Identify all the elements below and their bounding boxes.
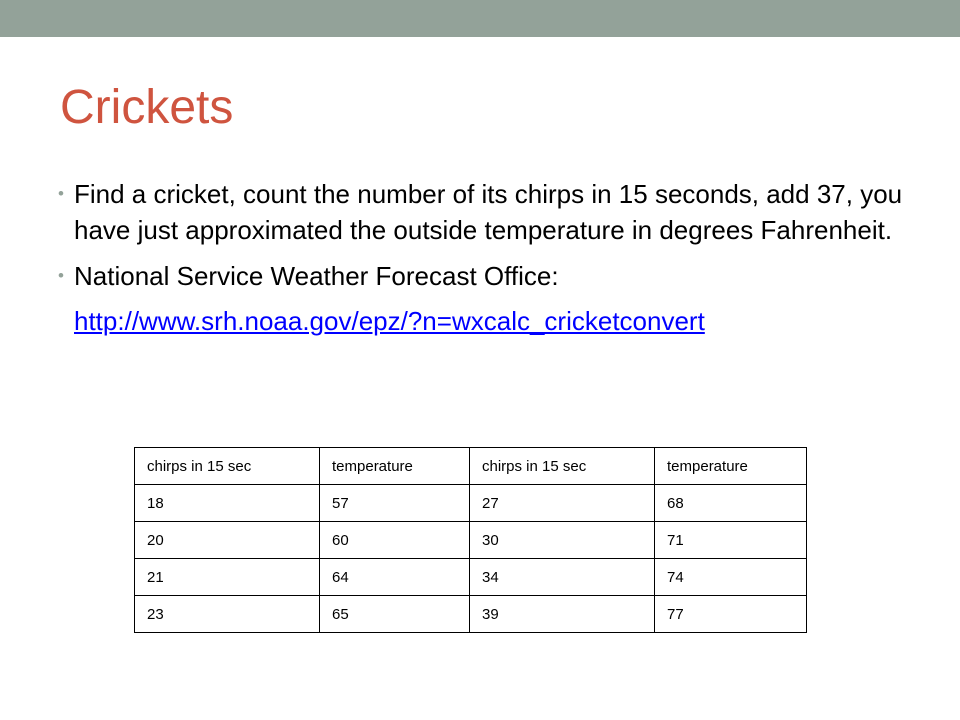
table-cell: 74 xyxy=(655,559,807,596)
header-cell: temperature xyxy=(655,448,807,485)
table-cell: 64 xyxy=(320,559,470,596)
bullet-item xyxy=(58,258,908,294)
table-cell: 77 xyxy=(655,596,807,633)
table-cell: 30 xyxy=(470,522,655,559)
chirps-temperature-table xyxy=(134,447,807,633)
noaa-link[interactable]: http://www.srh.noaa.gov/epz/?n=wxcalc_cricketconvert xyxy=(74,306,705,336)
table-row xyxy=(135,485,807,522)
table-cell: 39 xyxy=(470,596,655,633)
bullet-list xyxy=(58,176,908,338)
table-cell: 20 xyxy=(135,522,320,559)
table-header-row xyxy=(135,448,807,485)
table-cell: 57 xyxy=(320,485,470,522)
link-row xyxy=(58,304,908,338)
bullet-text: National Service Weather Forecast Office: xyxy=(74,261,559,291)
slide-title: Crickets xyxy=(60,81,234,134)
table-row xyxy=(135,522,807,559)
table-row xyxy=(135,559,807,596)
header-cell: chirps in 15 sec xyxy=(135,448,320,485)
table-cell: 21 xyxy=(135,559,320,596)
header-cell: temperature xyxy=(320,448,470,485)
bullet-text: Find a cricket, count the number of its chirps in 15 seconds, add 37, you have just approximated the outside temperature in degrees Fahrenheit. xyxy=(74,179,903,245)
bullet-dot-icon: • xyxy=(58,266,64,285)
table-cell: 68 xyxy=(655,485,807,522)
table-cell: 71 xyxy=(655,522,807,559)
header-cell: chirps in 15 sec xyxy=(470,448,655,485)
table-cell: 65 xyxy=(320,596,470,633)
bullet-item xyxy=(58,176,908,248)
bullet-dot-icon: • xyxy=(58,184,64,203)
table-cell: 23 xyxy=(135,596,320,633)
table-cell: 27 xyxy=(470,485,655,522)
top-accent-bar xyxy=(0,0,960,37)
table-cell: 60 xyxy=(320,522,470,559)
table-cell: 34 xyxy=(470,559,655,596)
table-row xyxy=(135,596,807,633)
table-cell: 18 xyxy=(135,485,320,522)
